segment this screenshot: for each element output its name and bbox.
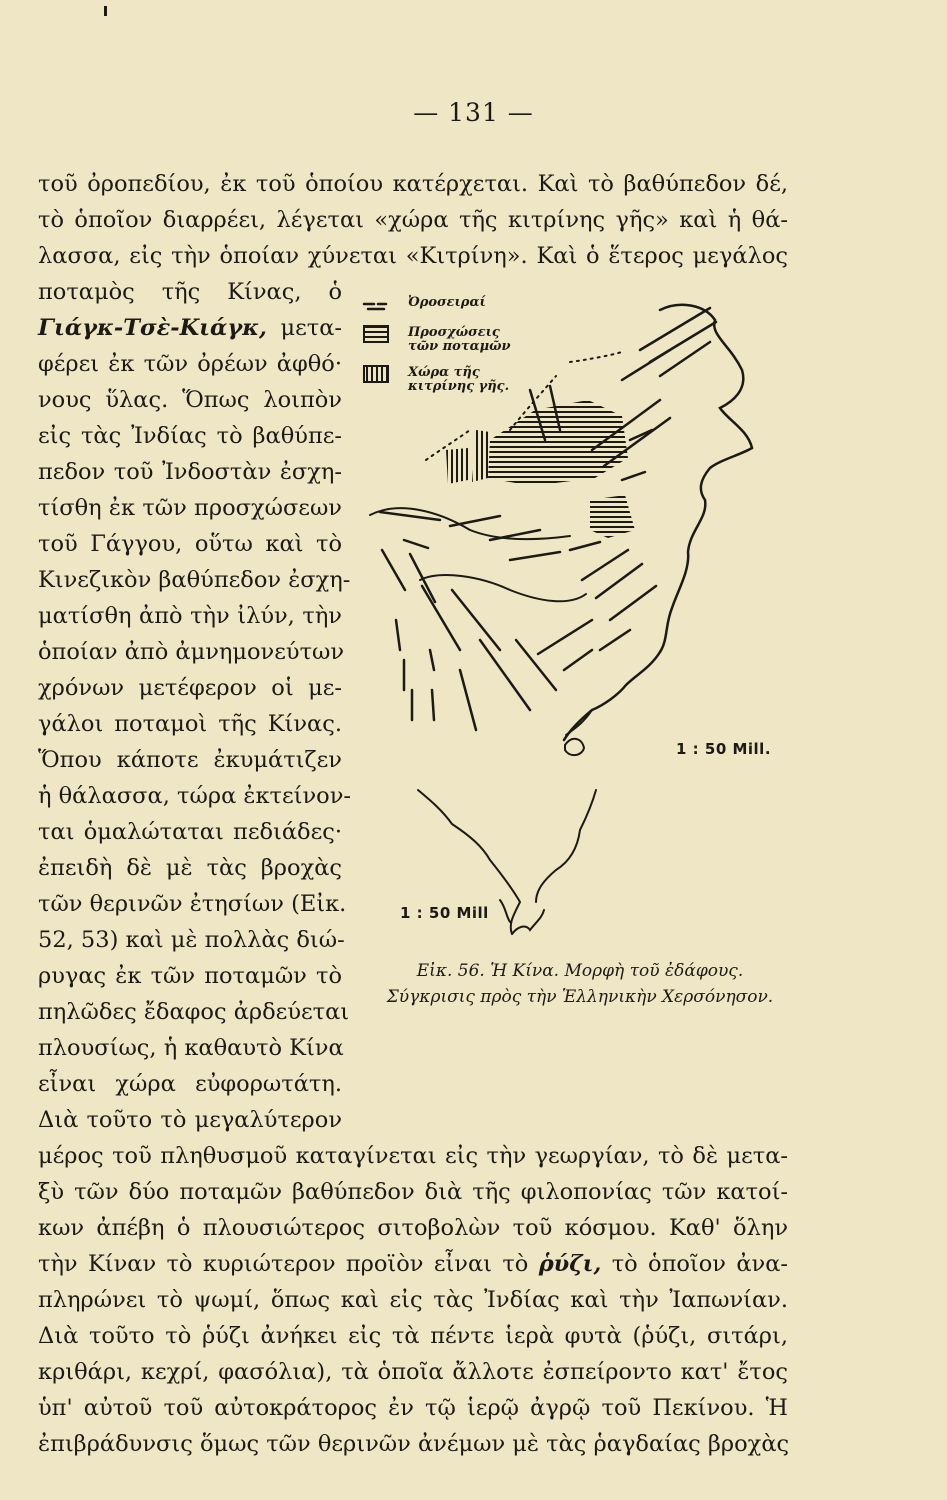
china-relief-map: [360, 290, 790, 950]
text-line: 52, 53) καὶ μὲ πολλὰς διώ-: [38, 927, 345, 953]
legend-yellow-earth: Χώρα τῆς κιτρίνης γῆς.: [408, 365, 510, 394]
text-line: κριθάρι, κεχρί, φασόλια), τὰ ὁποῖα ἄλλοτε ἐσπείροντο κατ' ἔτος: [38, 1359, 788, 1385]
text-fragment: τὸ ὁποῖον ἀνα-: [611, 1251, 788, 1277]
text-line: Διὰ τοῦτο τὸ ῥύζι ἀνήκει εἰς τὰ πέντε ἱερὰ φυτὰ (ῥύζι, σιτάρι,: [38, 1323, 788, 1349]
text-line: τὸ ὁποῖον διαρρέει, λέγεται «χώρα τῆς κιτρίνης γῆς» καὶ ἡ θά-: [38, 207, 788, 233]
text-line: ὁποίαν ἀπὸ ἀμνημονεύτων: [38, 639, 345, 665]
text-line: ποταμὸς τῆς Κίνας, ὁ: [38, 279, 342, 305]
text-line: ξὺ τῶν δύο ποταμῶν βαθύπεδον διὰ τῆς φιλοπονίας τῶν κατοί-: [38, 1179, 788, 1205]
page-mark: [104, 6, 107, 16]
text-line-river: [38, 310, 342, 346]
text-line: φέρει ἐκ τῶν ὀρέων ἀφθό·: [38, 351, 342, 377]
page-number: — 131 —: [413, 98, 534, 127]
scale-lower: 1 : 50 Mill: [400, 904, 489, 922]
text-fragment: μετα-: [280, 315, 342, 341]
text-line: μέρος τοῦ πληθυσμοῦ καταγίνεται εἰς τὴν γεωργίαν, τὸ δὲ μετα-: [38, 1143, 788, 1169]
text-line: ἐπιβράδυνσις ὅμως τῶν θερινῶν ἀνέμων μὲ τὰς ῥαγδαίας βροχὰς: [38, 1431, 790, 1457]
text-line: κων ἀπέβη ὁ πλουσιώτερος σιτοβολὼν τοῦ κόσμου. Καθ' ὅλην: [38, 1215, 788, 1241]
text-line: Ὅπου κάποτε ἐκυμάτιζεν: [38, 747, 342, 773]
text-line: εἰς τὰς Ἰνδίας τὸ βαθύπε-: [38, 423, 342, 449]
rice-word: ῥύζι,: [538, 1251, 602, 1277]
text-line: πεδον τοῦ Ἰνδοστὰν ἐσχη-: [38, 459, 342, 485]
text-line-rice: [38, 1246, 788, 1282]
text-line: τοῦ ὀροπεδίου, ἐκ τοῦ ὁποίου κατέρχεται. Καὶ τὸ βαθύπεδον δέ,: [38, 171, 788, 197]
figure-caption-line1: Εἰκ. 56. Ἡ Κίνα. Μορφὴ τοῦ ἐδάφους.: [416, 961, 744, 981]
text-line: χρόνων μετέφερον οἱ με-: [38, 675, 342, 701]
text-line: νους ὕλας. Ὅπως λοιπὸν: [38, 387, 342, 413]
figure-caption-line2: Σύγκρισις πρὸς τὴν Ἑλληνικὴν Χερσόνησον.: [386, 987, 774, 1007]
text-line: πληρώνει τὸ ψωμί, ὅπως καὶ εἰς τὰς Ἰνδίας καὶ τὴν Ἰαπωνίαν.: [38, 1287, 788, 1313]
text-line: εἶναι χώρα εὐφορωτάτη.: [38, 1071, 342, 1097]
text-line: τίσθη ἐκ τῶν προσχώσεων: [38, 495, 342, 521]
text-line: ἡ θάλασσα, τώρα ἐκτείνον-: [38, 783, 351, 809]
text-line: Διὰ τοῦτο τὸ μεγαλύτερον: [38, 1107, 342, 1133]
scale-upper: 1 : 50 Mill.: [676, 740, 772, 758]
text-line: τῶν θερινῶν ἐτησίων (Εἰκ.: [38, 891, 347, 917]
text-line: ματίσθη ἀπὸ τὴν ἰλύν, τὴν: [38, 603, 342, 629]
text-line: ὑπ' αὐτοῦ τοῦ αὐτοκράτορος ἐν τῷ ἱερῷ ἀγρῷ τοῦ Πεκίνου. Ἡ: [38, 1395, 788, 1421]
legend-alluvium: Προσχώσεις τῶν ποταμῶν: [408, 325, 511, 354]
text-line: ἐπειδὴ δὲ μὲ τὰς βροχὰς: [38, 855, 342, 881]
text-line: τοῦ Γάγγου, οὕτω καὶ τὸ: [38, 531, 342, 557]
text-line: Κινεζικὸν βαθύπεδον ἐσχη-: [38, 567, 351, 593]
text-line: πηλῶδες ἔδαφος ἀρδεύεται: [38, 999, 350, 1025]
text-line: γάλοι ποταμοὶ τῆς Κίνας.: [38, 711, 342, 737]
text-line: ται ὁμαλώταται πεδιάδες·: [38, 819, 342, 845]
river-name: Γιάγκ-Τσὲ-Κιάγκ,: [38, 315, 267, 341]
text-line: λασσα, εἰς τὴν ὁποίαν χύνεται «Κιτρίνη». Καὶ ὁ ἕτερος μεγάλος: [38, 243, 788, 269]
text-line: ρυγας ἐκ τῶν ποταμῶν τὸ: [38, 963, 342, 989]
text-line: πλουσίως, ἡ καθαυτὸ Κίνα: [38, 1035, 344, 1061]
text-fragment: τὴν Κίναν τὸ κυριώτερον προϊὸν εἶναι τὸ: [38, 1251, 529, 1277]
legend-mountains: Ὀροσειραί: [408, 295, 486, 310]
